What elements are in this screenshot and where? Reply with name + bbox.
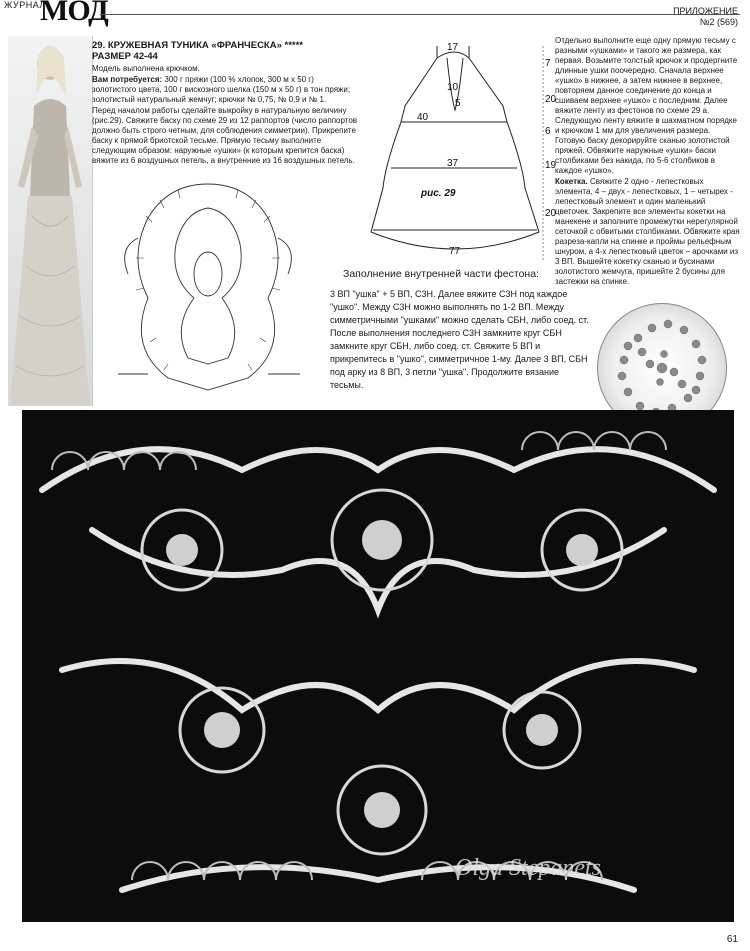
materials-label: Вам потребуется: (92, 75, 163, 84)
dim-top-width: 17 (447, 42, 459, 53)
fill-section-title: Заполнение внутренней части фестона: (343, 268, 539, 280)
dim-right-2: 20 (545, 94, 557, 105)
dim-neck-small: 5 (455, 98, 461, 109)
right-para-1: Отдельно выполните еще одну прямую тесьму с разными «ушками» и такого же размера, как первая. Возьмите толстый крючок и продергните длинные ушки поочередно. Сначала верхнее «ушко» в нижнее, а затем нижнее в верхнее, повторяем данное соединение до конца и сшиваем верхнее «ушко» с последним. Далее вяжите ленту из фестонов по схеме 29 а. Следующую ленту вяжите в шахматном порядке и крючком 1 мм для увеличения размера. Готовую баску декорируйте сканью золотистой пряжей. Обвяжите наружные «ушки» баски столбиками без накида, по 5-6 столбиков в каждое «ушко». (555, 36, 738, 175)
dim-neck-top: 10 (447, 82, 459, 93)
article-body (92, 64, 358, 167)
fill-section-text: 3 ВП "ушка" + 5 ВП, С3Н. Далее вяжите С3Н под каждое "ушко". Между С3Н можно выполнять по 1-2 ВП. Между симметричными "ушками" можно сделать СБН, либо соед. ст. После выполнения последнего С3Н замкните круг СБН замкните круг СБН, либо соед. ст. Свяжите 5 ВП и прикрепитесь в "ушко", симметричное 1-му. Далее 3 ВП, СБН под арку из 8 ВП, 3 петли "ушка". Продолжите вязание тесьмы. (330, 289, 589, 390)
materials-para (92, 75, 358, 105)
kokketka-text: Свяжите 2 одно - лепестковых элемента, 4 – двух - лепестковых, 1 – четырех - лепестковый элемент и один маленький цветочек. Закрепите все элементы кокетки на манекене и заполните промежутки нерегулярной сеточкой с обвитыми столбиками. Обвяжите края разреза-капли на спинке и проймы рельефным шнуром, а 4-х лепестковый цветок – арочками из 3 ВП. Вышейте кокетку сканью и бусинами золотистого жемчуга, пришейте 2 бусины для застежки на спинке. (555, 177, 740, 286)
dim-waist: 37 (447, 158, 459, 169)
dim-right-3: 6 (545, 126, 551, 137)
article-heading (92, 40, 352, 62)
dim-right-4: 19 (545, 160, 557, 171)
lace-motif-graphic (22, 410, 734, 922)
photo-credit: Olga Stepanets (455, 855, 601, 881)
materials-text: 300 г пряжи (100 % хлопок, 300 м х 50 г) золотистого цвета, 100 г вискозного шелка (150 м х 50 г) в тон пряжи; золотистый натуральный жемчуг; крючки № 0,75, № 0,9 и № 1. (92, 75, 351, 104)
dim-right-5: 20 (545, 208, 557, 219)
supplement-label: ПРИЛОЖЕНИЕ (673, 6, 738, 16)
technique-note: Модель выполнена крючком. (92, 64, 200, 73)
dim-hem: 77 (449, 246, 461, 257)
journal-logo: МОД (40, 0, 108, 27)
model-silhouette (8, 36, 92, 406)
journal-word: ЖУРНАЛ (4, 0, 46, 10)
right-column (555, 36, 741, 288)
issue-number: №2 (569) (699, 17, 738, 27)
header-rule (100, 14, 740, 15)
kokketka-label: Кокетка. (555, 177, 588, 186)
crochet-stitch-diagram (108, 178, 308, 402)
article-size: РАЗМЕР 42-44 (92, 51, 158, 62)
schematic-label: рис. 29 (421, 188, 456, 199)
header-issue (673, 6, 738, 28)
dim-right-1: 7 (545, 58, 551, 69)
instructions-para: Перед началом работы сделайте выкройку в натуральную величину (рис.29). Свяжите баску по схеме 29 из 12 раппортов (число раппортов должно быть строго четным, для соблюдения симметрии). Прикрепите баску к прямой бриотской тесьме. Прямую тесьму выполните следующим образом: наружные «ушки» (к которым крепится баска) вяжите из 6 воздушных петель, а внутренние из 16 воздушных петель. (92, 106, 358, 165)
garment-schematic (365, 36, 557, 266)
article-title: 29. КРУЖЕВНАЯ ТУНИКА «ФРАНЧЕСКА» ***** (92, 40, 303, 51)
model-photo (8, 36, 93, 406)
page-number: 61 (726, 934, 738, 945)
lace-yoke-photo (22, 410, 734, 922)
dim-inner-width: 40 (417, 112, 429, 123)
